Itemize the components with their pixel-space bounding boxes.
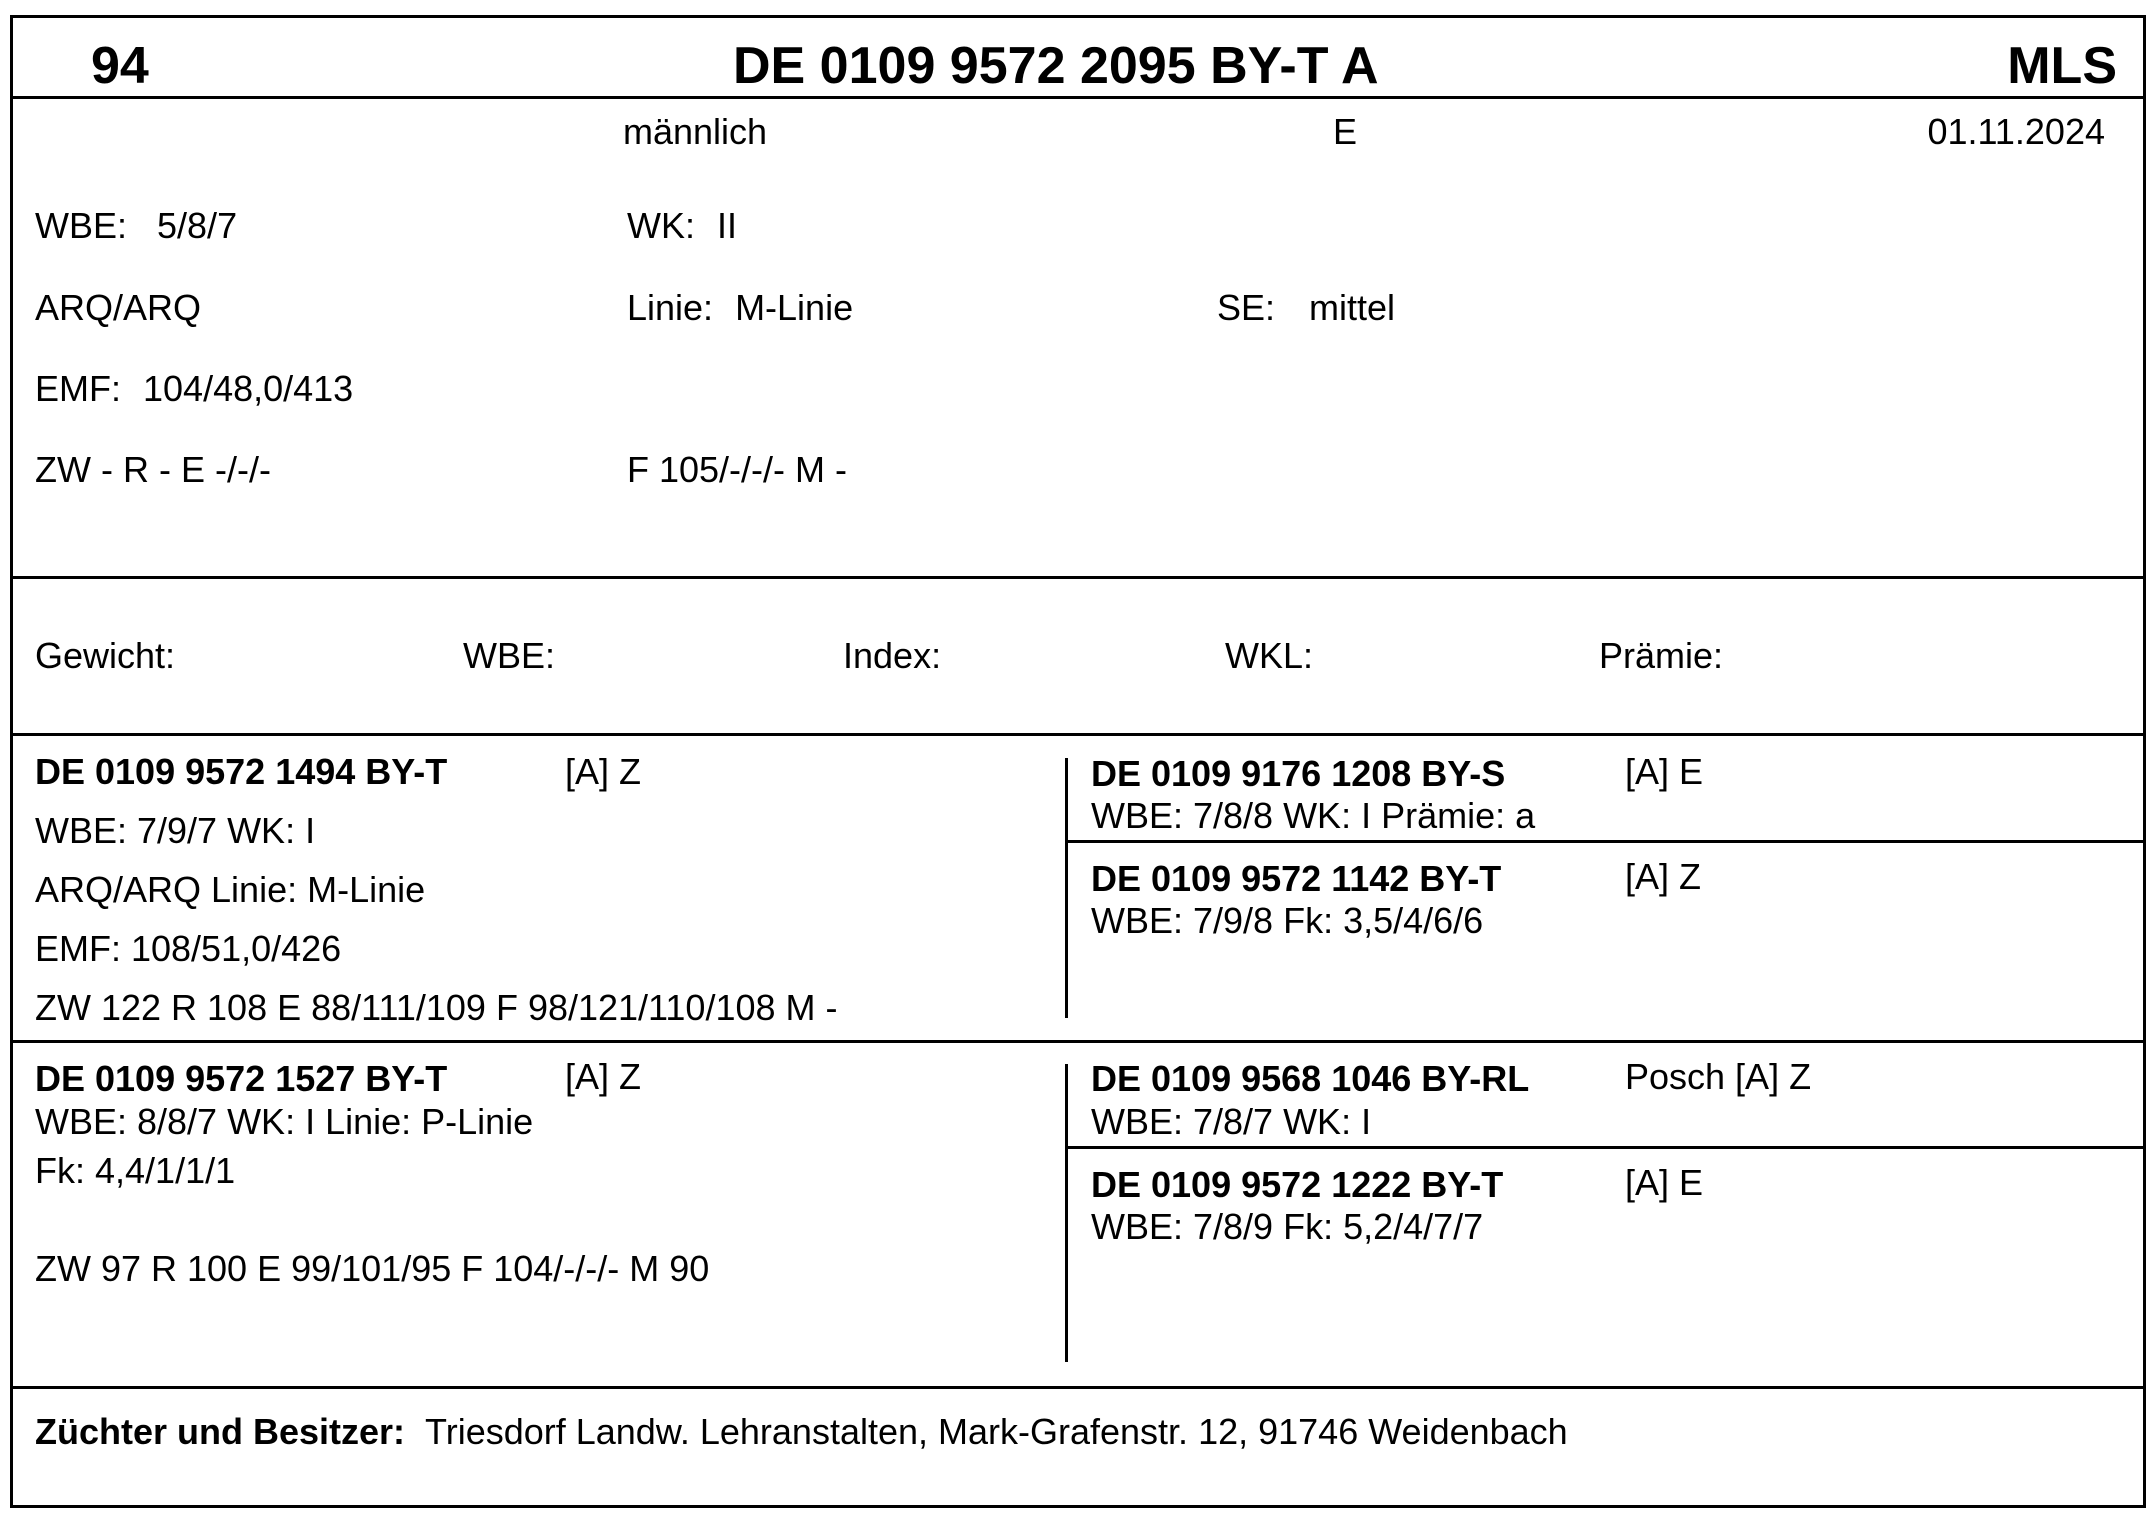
sire-sire-id: DE 0109 9176 1208 BY-S (1091, 753, 1506, 794)
se-label: SE: (1217, 287, 1276, 328)
linie-label: Linie: (627, 287, 714, 328)
sire-tag: [A] Z (565, 751, 642, 792)
pedigree-card (10, 15, 2146, 1508)
results-divider (13, 733, 2143, 736)
sire-sire-tag: [A] E (1625, 751, 1704, 792)
emf-label: EMF: (35, 368, 121, 409)
ear-tag-title: DE 0109 9572 2095 BY-T A (733, 37, 1379, 95)
wk-value: II (717, 205, 738, 246)
dam-id: DE 0109 9572 1527 BY-T (35, 1058, 448, 1099)
linie-value: M-Linie (735, 287, 854, 328)
wbe-value: 5/8/7 (157, 205, 238, 246)
breeder-owner-label: Züchter und Besitzer: (35, 1411, 406, 1452)
sire-parents-divider (1065, 840, 2143, 843)
sire-dam-tag: [A] Z (1625, 856, 1702, 897)
se-field (1217, 287, 1396, 328)
date: 01.11.2024 (1927, 111, 2105, 152)
results-wbe-label: WBE: (463, 635, 556, 676)
info-divider (13, 576, 2143, 579)
sire-dam-id: DE 0109 9572 1142 BY-T (1091, 858, 1502, 899)
se-value: mittel (1309, 287, 1396, 328)
wbe-field (35, 205, 238, 246)
dam-line-2: Fk: 4,4/1/1/1 (35, 1150, 236, 1191)
dam-sire-tag: Posch [A] Z (1625, 1056, 1812, 1097)
arq-genotype: ARQ/ARQ (35, 287, 202, 328)
wkl-label: WKL: (1225, 635, 1314, 676)
dam-dam-line-1: WBE: 7/8/9 Fk: 5,2/4/7/7 (1091, 1206, 1484, 1247)
dam-parents-divider (1065, 1146, 2143, 1149)
dam-line-3: ZW 97 R 100 E 99/101/95 F 104/-/-/- M 90 (35, 1248, 710, 1289)
sire-line-4: ZW 122 R 108 E 88/111/109 F 98/121/110/108 M - (35, 987, 838, 1028)
dam-tag: [A] Z (565, 1056, 642, 1097)
emf-value: 104/48,0/413 (143, 368, 354, 409)
wbe-label: WBE: (35, 205, 128, 246)
linie-field (627, 287, 854, 328)
sire-dam-divider (13, 1040, 2143, 1043)
sire-line-3: EMF: 108/51,0/426 (35, 928, 342, 969)
sire-line-2: ARQ/ARQ Linie: M-Linie (35, 869, 426, 910)
gewicht-label: Gewicht: (35, 635, 176, 676)
breeder-owner-value: Triesdorf Landw. Lehranstalten, Mark-Grafenstr. 12, 91746 Weidenbach (425, 1411, 1568, 1452)
dam-dam-tag: [A] E (1625, 1162, 1704, 1203)
birth-type: E (1333, 111, 1358, 152)
f-line: F 105/-/-/- M - (627, 449, 848, 490)
sire-dam-line-1: WBE: 7/9/8 Fk: 3,5/4/6/6 (1091, 900, 1484, 941)
breeder-owner (35, 1411, 1568, 1452)
dam-line-1: WBE: 8/8/7 WK: I Linie: P-Linie (35, 1101, 534, 1142)
sex: männlich (623, 111, 768, 152)
catalog-number: 94 (91, 37, 149, 95)
sire-id: DE 0109 9572 1494 BY-T (35, 751, 448, 792)
sire-sire-line-1: WBE: 7/8/8 WK: I Prämie: a (1091, 795, 1536, 836)
header-divider (13, 96, 2143, 99)
zw-line: ZW - R - E -/-/- (35, 449, 271, 490)
sire-vertical-divider (1065, 758, 1068, 1018)
footer-divider (13, 1386, 2143, 1389)
wk-label: WK: (627, 205, 695, 246)
wk-field (627, 205, 738, 246)
emf-field (35, 368, 354, 409)
index-label: Index: (843, 635, 942, 676)
sire-line-1: WBE: 7/9/7 WK: I (35, 810, 316, 851)
dam-sire-id: DE 0109 9568 1046 BY-RL (1091, 1058, 1530, 1099)
praemie-label: Prämie: (1599, 635, 1724, 676)
dam-vertical-divider (1065, 1064, 1068, 1362)
dam-sire-line-1: WBE: 7/8/7 WK: I (1091, 1101, 1372, 1142)
breed-code: MLS (2007, 37, 2117, 95)
dam-dam-id: DE 0109 9572 1222 BY-T (1091, 1164, 1504, 1205)
